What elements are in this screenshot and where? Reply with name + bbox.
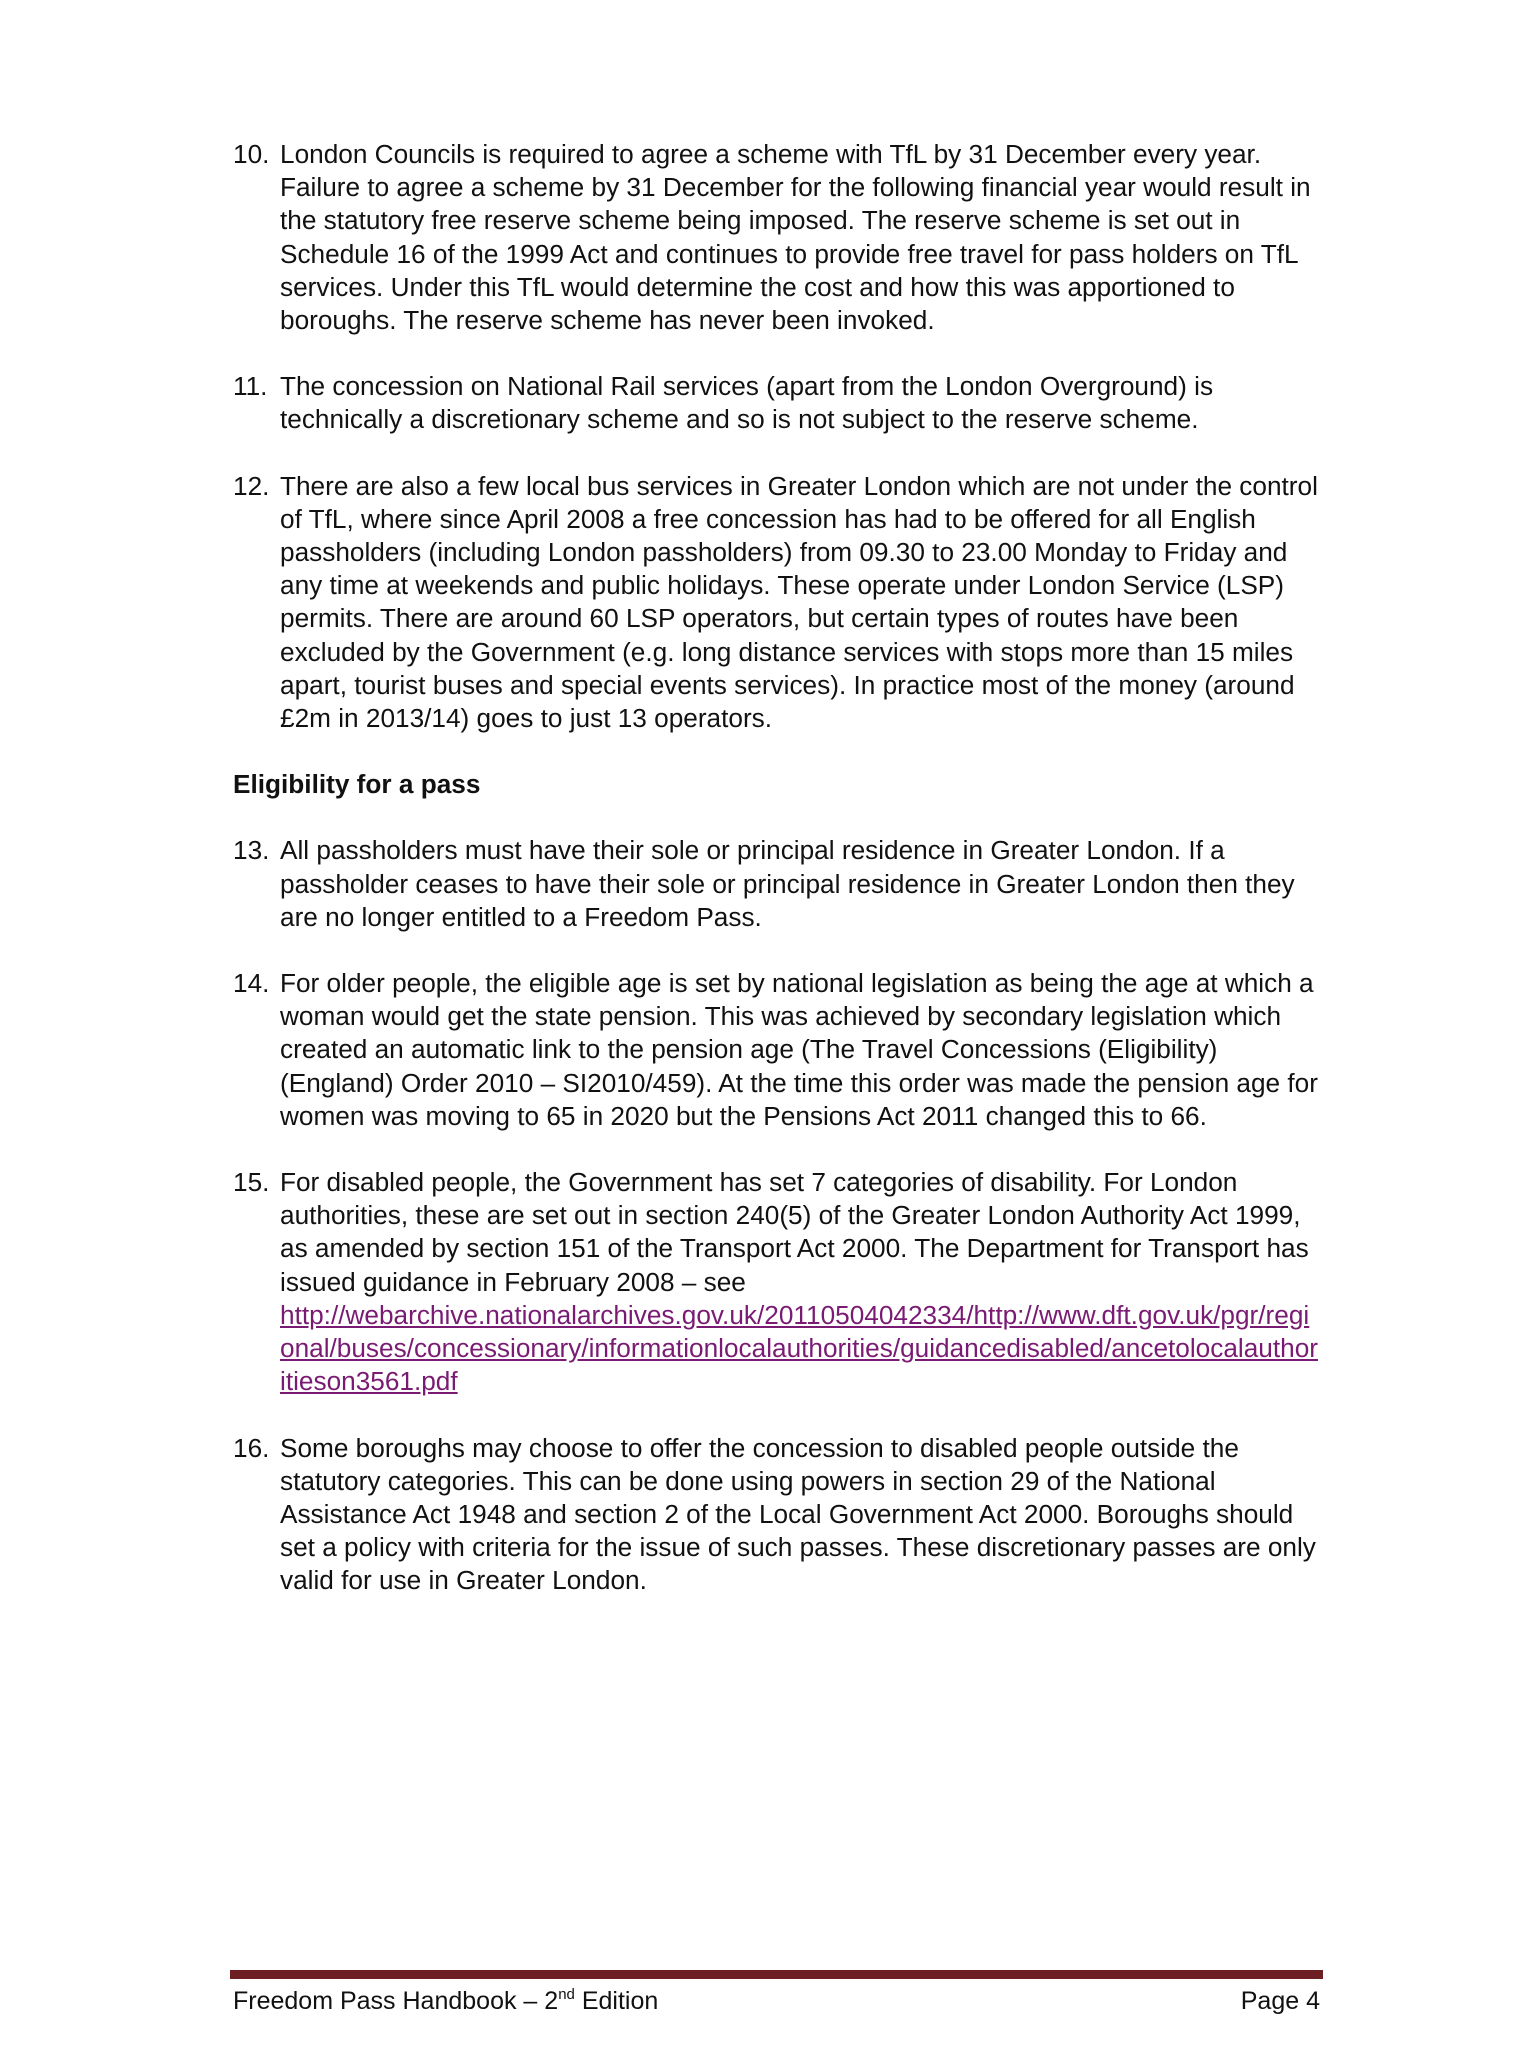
section-heading: Eligibility for a pass	[233, 769, 481, 800]
footer-title	[233, 1986, 658, 2016]
paragraph-14	[233, 967, 1323, 1133]
paragraph-10	[233, 138, 1323, 337]
paragraph-number: 12.	[233, 470, 270, 501]
page-body	[233, 138, 1323, 1631]
paragraph-text: For disabled people, the Government has set 7 categories of disability. For London authorities, these are set out in section 240(5) of the Greater London Authority Act 1999, as amended by section 151 of the Transport Act 2000. The Department for Transport has issued guidance in February 2008 – see	[280, 1167, 1309, 1297]
paragraph-15	[233, 1166, 1323, 1398]
paragraph-text: All passholders must have their sole or principal residence in Greater London. If a passholder ceases to have their sole or principal residence in Greater London then they are no longer entitled to a Freedom Pass.	[280, 835, 1295, 932]
paragraph-text: The concession on National Rail services (apart from the London Overground) is technically a discretionary scheme and so is not subject to the reserve scheme.	[280, 371, 1214, 435]
paragraph-12	[233, 470, 1323, 736]
paragraph-text: Some boroughs may choose to offer the concession to disabled people outside the statutory categories. This can be done using powers in section 29 of the National Assistance Act 1948 and section 2 of the Local Government Act 2000. Boroughs should set a policy with criteria for the issue of such passes. These discretionary passes are only valid for use in Greater London.	[280, 1432, 1316, 1596]
paragraph-text: For older people, the eligible age is set by national legislation as being the age at which a woman would get the state pension. This was achieved by secondary legislation which created an automatic link to the pension age (The Travel Concessions (Eligibility)(England) Order 2010 – SI2010/459). At the time this order was made the pension age for women was moving to 65 in 2020 but the Pensions Act 2011 changed this to 66.	[280, 968, 1318, 1131]
footer-title-superscript: nd	[558, 1986, 575, 2003]
paragraph-13	[233, 834, 1323, 934]
footer-title-prefix: Freedom Pass Handbook – 2	[233, 1987, 559, 2015]
paragraph-16	[233, 1432, 1323, 1598]
guidance-link[interactable]: http://webarchive.nationalarchives.gov.uk/20110504042334/http://www.dft.gov.uk/pgr/regional/buses/concessionary/informationlocalauthorities/guidancedisabled/ancetolocalauthoritieson3561.pdf	[280, 1299, 1318, 1397]
paragraph-number: 16.	[233, 1432, 270, 1463]
paragraph-number: 11.	[233, 371, 268, 402]
paragraph-number: 15.	[233, 1167, 270, 1198]
footer-title-suffix: Edition	[574, 1987, 659, 2015]
page-number: Page 4	[1240, 1987, 1320, 2015]
paragraph-text: There are also a few local bus services in Greater London which are not under the control of TfL, where since April 2008 a free concession has had to be offered for all English passholders (including London passholders) from 09.30 to 23.00 Monday to Friday and any time at weekends and public holidays. These operate under London Service (LSP) permits. There are around 60 LSP operators, but certain types of routes have been excluded by the Government (e.g. long distance services with stops more than 15 miles apart, tourist buses and special events services). In practice most of the money (around £2m in 2013/14) goes to just 13 operators.	[280, 470, 1318, 734]
paragraph-number: 13.	[233, 835, 270, 866]
paragraph-text: London Councils is required to agree a scheme with TfL by 31 December every year. Failure to agree a scheme by 31 December for the following financial year would result in the statutory free reserve scheme being imposed. The reserve scheme is set out in Schedule 16 of the 1999 Act and continues to provide free travel for pass holders on TfL services. Under this TfL would determine the cost and how this was apportioned to boroughs. The reserve scheme has never been invoked.	[280, 139, 1311, 336]
paragraph-11	[233, 370, 1323, 436]
footer-rule	[230, 1970, 1323, 1979]
paragraph-number: 10.	[233, 139, 270, 169]
paragraph-number: 14.	[233, 968, 270, 999]
